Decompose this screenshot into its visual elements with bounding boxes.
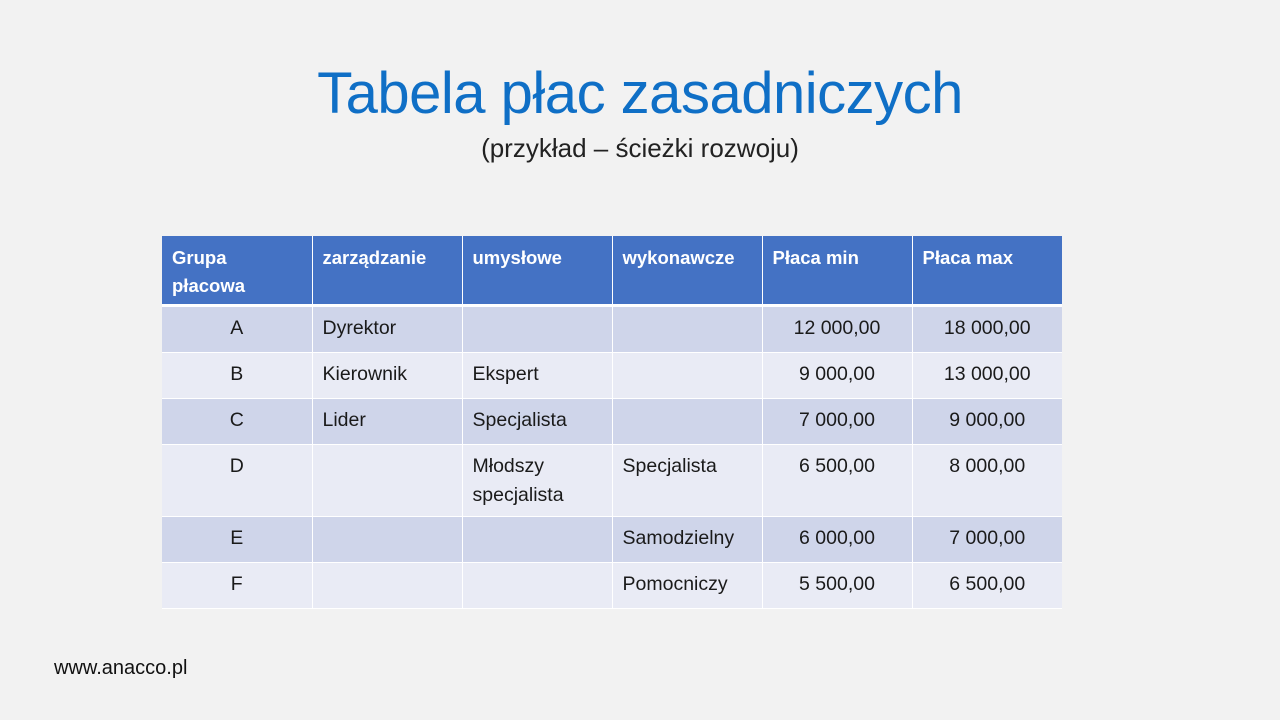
table-header <box>162 236 1062 306</box>
cell-wykonawcze: Samodzielny <box>612 517 762 563</box>
cell-zarzadzanie <box>312 445 462 517</box>
table-row <box>162 563 1062 609</box>
cell-wykonawcze: Pomocniczy <box>612 563 762 609</box>
cell-placa-max: 8 000,00 <box>912 445 1062 517</box>
cell-zarzadzanie: Kierownik <box>312 353 462 399</box>
table-body <box>162 306 1062 609</box>
cell-placa-min: 6 500,00 <box>762 445 912 517</box>
cell-wykonawcze <box>612 306 762 353</box>
header-row <box>162 236 1062 306</box>
table-row <box>162 399 1062 445</box>
cell-wykonawcze: Specjalista <box>612 445 762 517</box>
cell-zarzadzanie <box>312 517 462 563</box>
cell-placa-max: 18 000,00 <box>912 306 1062 353</box>
cell-grupa: E <box>162 517 312 563</box>
cell-placa-max: 6 500,00 <box>912 563 1062 609</box>
cell-placa-min: 7 000,00 <box>762 399 912 445</box>
cell-zarzadzanie <box>312 563 462 609</box>
cell-umyslowe: Młodszy specjalista <box>462 445 612 517</box>
cell-placa-min: 5 500,00 <box>762 563 912 609</box>
cell-placa-max: 7 000,00 <box>912 517 1062 563</box>
header-zarzadzanie: zarządzanie <box>312 236 462 306</box>
cell-grupa: C <box>162 399 312 445</box>
footer-website: www.anacco.pl <box>54 657 188 679</box>
cell-zarzadzanie: Dyrektor <box>312 306 462 353</box>
cell-placa-max: 13 000,00 <box>912 353 1062 399</box>
cell-placa-min: 12 000,00 <box>762 306 912 353</box>
table-row <box>162 306 1062 353</box>
cell-placa-min: 6 000,00 <box>762 517 912 563</box>
table-row <box>162 445 1062 517</box>
cell-umyslowe <box>462 306 612 353</box>
cell-wykonawcze <box>612 399 762 445</box>
cell-grupa: B <box>162 353 312 399</box>
cell-umyslowe: Specjalista <box>462 399 612 445</box>
cell-grupa: D <box>162 445 312 517</box>
header-grupa-placowa: Grupa płacowa <box>162 236 312 306</box>
header-umyslowe: umysłowe <box>462 236 612 306</box>
cell-umyslowe <box>462 517 612 563</box>
salary-table <box>162 236 1062 609</box>
header-wykonawcze: wykonawcze <box>612 236 762 306</box>
cell-zarzadzanie: Lider <box>312 399 462 445</box>
table-row <box>162 517 1062 563</box>
cell-placa-min: 9 000,00 <box>762 353 912 399</box>
slide-subtitle: (przykład – ścieżki rozwoju) <box>481 133 799 163</box>
header-placa-min: Płaca min <box>762 236 912 306</box>
cell-wykonawcze <box>612 353 762 399</box>
cell-placa-max: 9 000,00 <box>912 399 1062 445</box>
cell-umyslowe: Ekspert <box>462 353 612 399</box>
cell-umyslowe <box>462 563 612 609</box>
slide-title: Tabela płac zasadniczych <box>317 61 963 126</box>
table-row <box>162 353 1062 399</box>
cell-grupa: A <box>162 306 312 353</box>
cell-grupa: F <box>162 563 312 609</box>
header-placa-max: Płaca max <box>912 236 1062 306</box>
